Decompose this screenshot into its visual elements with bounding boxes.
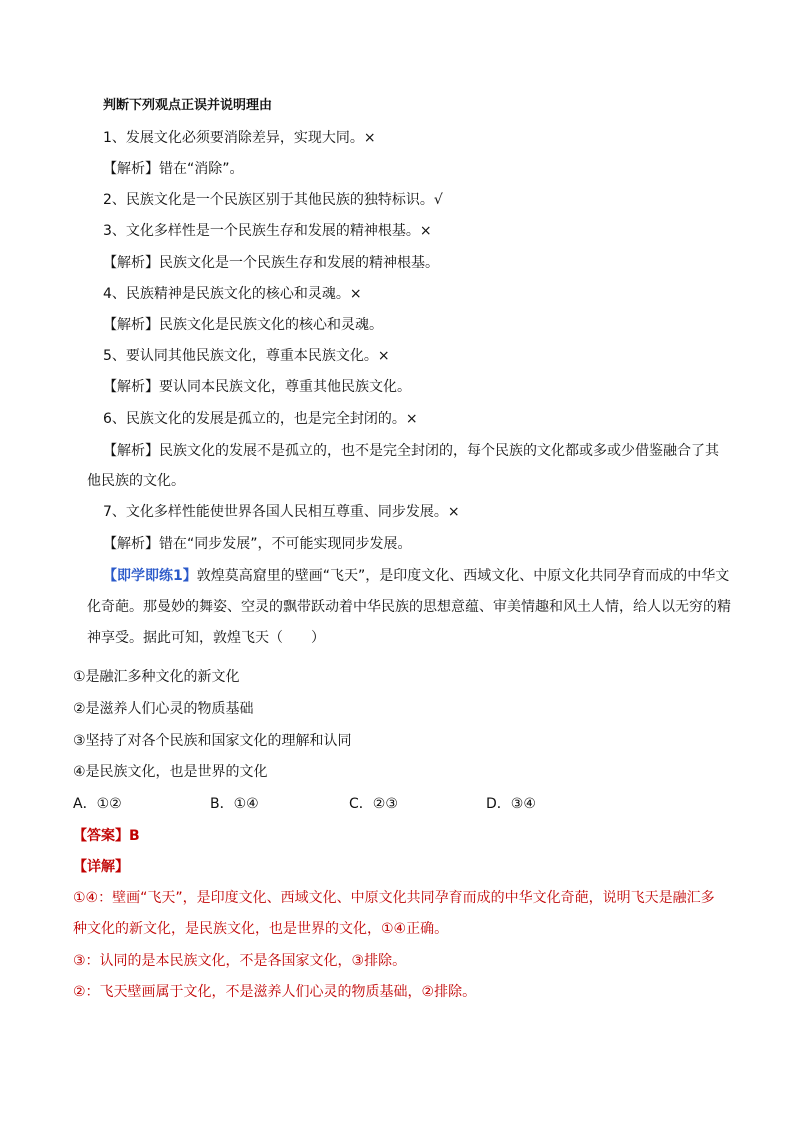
analysis-6: 【解析】民族文化的发展不是孤立的，也不是完全封闭的，每个民族的文化都或多或少借鉴融合了其 xyxy=(103,443,719,459)
option-b: B．①④ xyxy=(210,796,259,812)
analysis-3: 【解析】民族文化是一个民族生存和发展的精神根基。 xyxy=(103,255,439,271)
analysis-7: 【解析】错在“同步发展”，不可能实现同步发展。 xyxy=(103,536,412,552)
section-heading: 判断下列观点正误并说明理由 xyxy=(103,98,273,113)
statement-5: 5、要认同其他民族文化，尊重本民族文化。× xyxy=(103,348,390,364)
option-c: C．②③ xyxy=(349,796,398,812)
choice-item-3: ③坚持了对各个民族和国家文化的理解和认同 xyxy=(73,733,352,749)
option-d: D．③④ xyxy=(486,796,536,812)
analysis-5: 【解析】要认同本民族文化，尊重其他民族文化。 xyxy=(103,379,411,395)
analysis-1: 【解析】错在“消除”。 xyxy=(103,161,244,177)
exercise-line-1 xyxy=(103,566,730,586)
detail-line-3: ③：认同的是本民族文化，不是各国家文化，③排除。 xyxy=(73,953,407,969)
exercise-line-2: 化奇葩。那曼妙的舞姿、空灵的飘带跃动着中华民族的思想意蕴、审美情趣和风土人情，给人以无穷的精 xyxy=(87,599,731,615)
statement-1: 1、发展文化必须要消除差异，实现大同。× xyxy=(103,130,376,146)
analysis-6-continued: 他民族的文化。 xyxy=(87,473,185,489)
detail-line-1: ①④：壁画“飞天”，是印度文化、西域文化、中原文化共同孕育而成的中华文化奇葩，说明飞天是融汇多 xyxy=(73,890,715,906)
choice-item-1: ①是融汇多种文化的新文化 xyxy=(73,669,240,685)
statement-4: 4、民族精神是民族文化的核心和灵魂。× xyxy=(103,286,362,302)
statement-2: 2、民族文化是一个民族区别于其他民族的独特标识。√ xyxy=(103,192,443,208)
exercise-tag: 【即学即练1】 xyxy=(103,568,197,584)
detail-line-2: 种文化的新文化，是民族文化，也是世界的文化，①④正确。 xyxy=(73,921,449,937)
detail-label: 【详解】 xyxy=(73,859,129,875)
exercise-text: 敦煌莫高窟里的壁画“飞天”，是印度文化、西域文化、中原文化共同孕育而成的中华文 xyxy=(196,568,730,584)
option-a: A．①② xyxy=(73,796,122,812)
statement-6: 6、民族文化的发展是孤立的，也是完全封闭的。× xyxy=(103,411,418,427)
exercise-line-3: 神享受。据此可知，敦煌飞天（ ） xyxy=(87,630,325,646)
statement-3: 3、文化多样性是一个民族生存和发展的精神根基。× xyxy=(103,223,432,239)
analysis-4: 【解析】民族文化是民族文化的核心和灵魂。 xyxy=(103,317,383,333)
statement-7: 7、文化多样性能使世界各国人民相互尊重、同步发展。× xyxy=(103,504,460,520)
detail-line-4: ②：飞天壁画属于文化，不是滋养人们心灵的物质基础，②排除。 xyxy=(73,984,477,1000)
choice-item-4: ④是民族文化，也是世界的文化 xyxy=(73,764,268,780)
answer-line: 【答案】B xyxy=(73,828,140,844)
choice-item-2: ②是滋养人们心灵的物质基础 xyxy=(73,701,254,717)
